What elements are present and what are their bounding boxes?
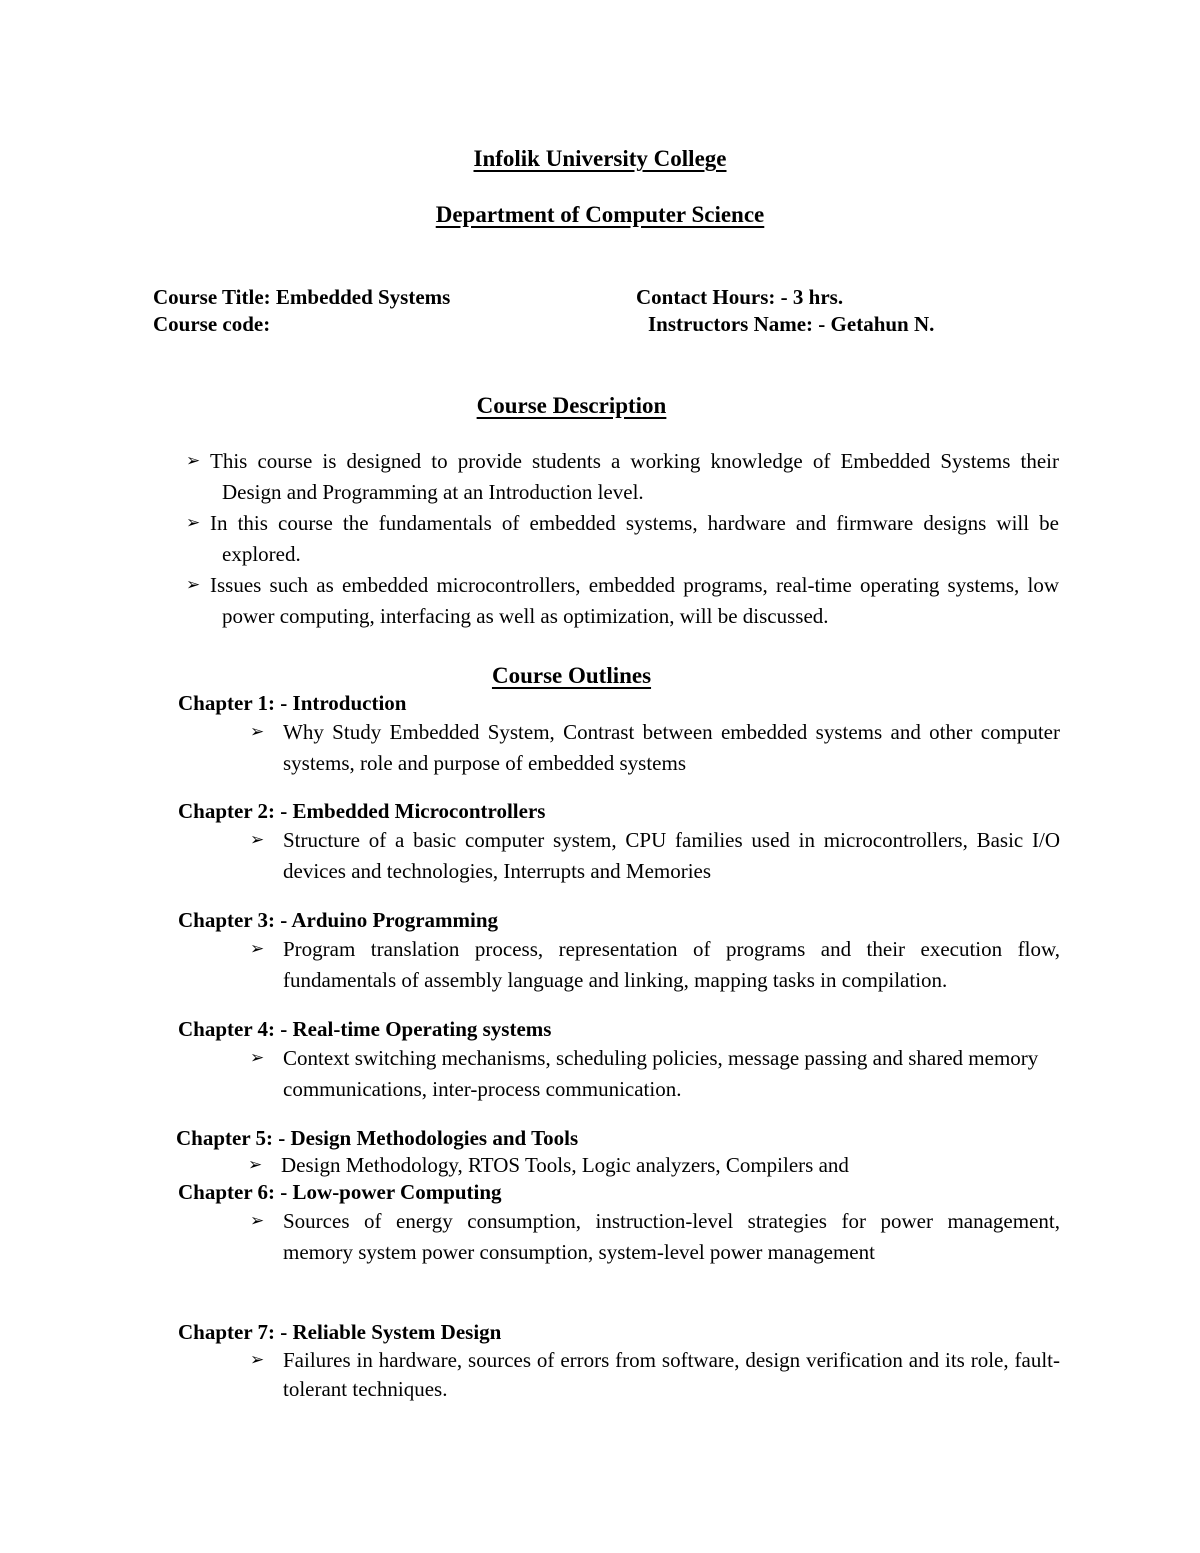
chapter-6 <box>178 1179 1060 1268</box>
description-item <box>186 570 1059 632</box>
arrow-bullet-icon: ➢ <box>250 722 265 742</box>
chapter-title: Chapter 2: - Embedded Microcontrollers <box>178 799 546 823</box>
chapter-7 <box>178 1319 1060 1404</box>
chapter-title: Chapter 5: - Design Methodologies and Tools <box>176 1126 579 1150</box>
course-title-value: : Embedded Systems <box>263 285 451 309</box>
chapter-text: Sources of energy consumption, instruction-level strategies for power management, memory system power consumption, system-level power management <box>283 1209 1060 1264</box>
arrow-bullet-icon: ➢ <box>250 1350 265 1370</box>
chapter-body <box>178 825 1060 887</box>
chapter-body <box>178 1346 1060 1404</box>
chapter-1 <box>178 690 1060 779</box>
chapter-body <box>178 717 1060 779</box>
chapter-body <box>178 1043 1060 1105</box>
chapter-title: Chapter 4: - Real-time Operating systems <box>178 1017 552 1041</box>
description-text: This course is designed to provide students a working knowledge of Embedded Systems their Design and Programming at an Introduction level. <box>210 449 1059 504</box>
chapter-body <box>176 1152 1058 1179</box>
chapter-text: Structure of a basic computer system, CPU families used in microcontrollers, Basic I/O devices and technologies, Interrupts and Memories <box>283 828 1060 883</box>
chapter-text: Why Study Embedded System, Contrast between embedded systems and other computer systems, role and purpose of embedded systems <box>283 720 1060 775</box>
description-text: In this course the fundamentals of embedded systems, hardware and firmware designs will be explored. <box>210 511 1059 566</box>
description-item <box>186 508 1059 570</box>
department-title: Department of Computer Science <box>435 202 765 227</box>
contact-hours: Contact Hours: - 3 hrs. <box>636 285 844 309</box>
arrow-bullet-icon: ➢ <box>186 451 201 471</box>
course-description-heading: Course Description <box>476 393 667 418</box>
arrow-bullet-icon: ➢ <box>186 513 201 533</box>
course-outlines-heading: Course Outlines <box>491 663 652 688</box>
chapter-body <box>178 1206 1060 1268</box>
arrow-bullet-icon: ➢ <box>250 1048 265 1068</box>
description-item <box>186 446 1059 508</box>
course-code-label: Course code: <box>153 312 271 336</box>
arrow-bullet-icon: ➢ <box>250 830 265 850</box>
chapter-text: Program translation process, representation of programs and their execution flow, fundamentals of assembly language and linking, mapping tasks in compilation. <box>283 937 1060 992</box>
chapter-text: Design Methodology, RTOS Tools, Logic analyzers, Compilers and <box>281 1153 849 1177</box>
chapter-3 <box>178 907 1060 996</box>
chapter-5 <box>176 1125 1058 1179</box>
chapter-4 <box>178 1016 1060 1105</box>
arrow-bullet-icon: ➢ <box>250 1211 265 1231</box>
chapter-title: Chapter 3: - Arduino Programming <box>178 908 499 932</box>
course-title-line <box>153 283 450 311</box>
arrow-bullet-icon: ➢ <box>248 1155 263 1175</box>
course-title-label: Course Title <box>153 285 264 309</box>
chapter-text: Context switching mechanisms, scheduling policies, message passing and shared memory communications, inter-process communication. <box>283 1046 1039 1101</box>
instructor-name: Instructors Name: - Getahun N. <box>648 312 935 336</box>
institution-title: Infolik University College <box>473 146 727 171</box>
chapter-title: Chapter 1: - Introduction <box>178 691 407 715</box>
arrow-bullet-icon: ➢ <box>186 575 201 595</box>
chapter-title: Chapter 7: - Reliable System Design <box>178 1320 502 1344</box>
description-text: Issues such as embedded microcontrollers, embedded programs, real-time operating systems, low power computing, interfacing as well as optimization, will be discussed. <box>210 573 1059 628</box>
chapter-title: Chapter 6: - Low-power Computing <box>178 1180 502 1204</box>
arrow-bullet-icon: ➢ <box>250 939 265 959</box>
chapter-body <box>178 934 1060 996</box>
chapter-text: Failures in hardware, sources of errors from software, design verification and its role, fault-tolerant techniques. <box>283 1348 1060 1401</box>
chapter-2 <box>178 798 1060 887</box>
